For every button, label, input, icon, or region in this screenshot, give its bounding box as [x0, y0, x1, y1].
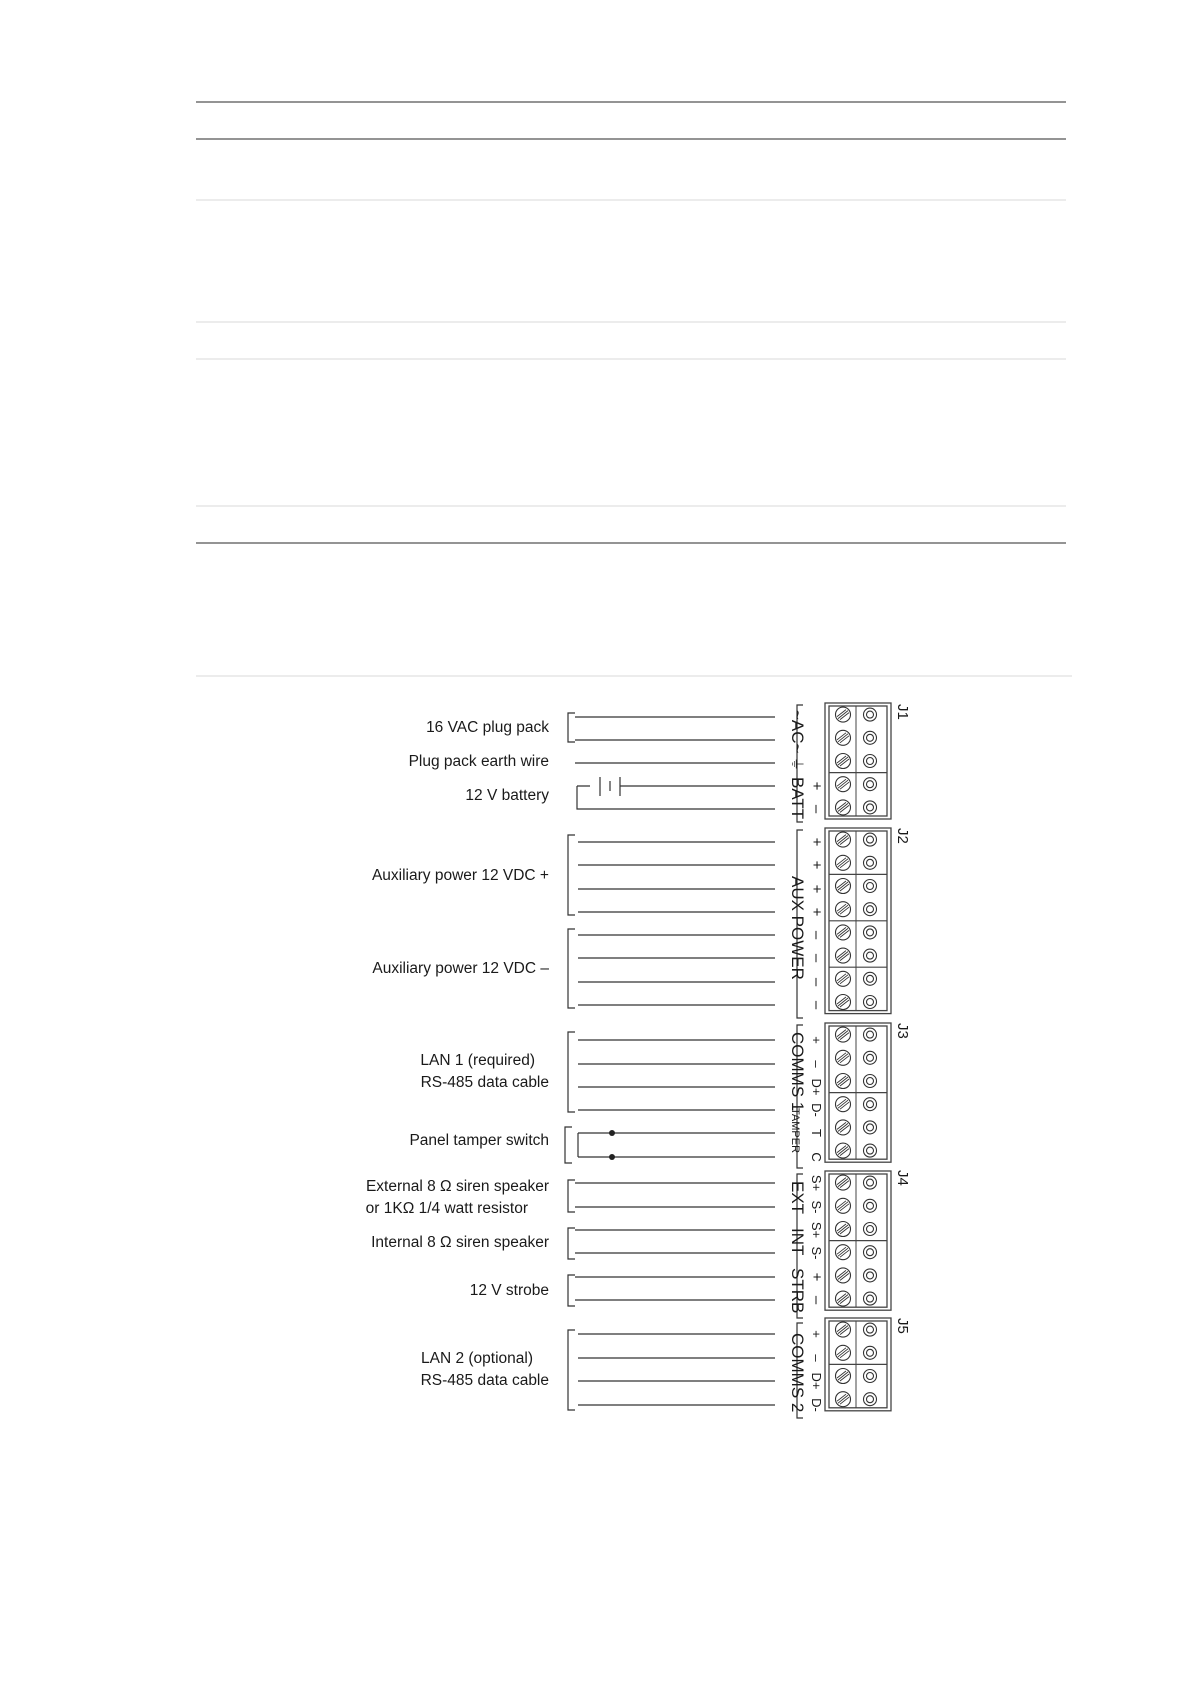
wire-bundle-lan1 — [568, 1032, 775, 1112]
group-label-strb: STRB — [788, 1268, 807, 1314]
label-lan2-cable: RS-485 data cable — [420, 1372, 549, 1389]
terminal-sign-strb: – — [808, 1295, 825, 1305]
label-int-siren: Internal 8 Ω siren speaker — [371, 1234, 549, 1251]
group-label-tamper: TAMPER — [789, 1108, 801, 1154]
connector-j1: J1 — [894, 704, 911, 720]
terminal-sign-comms1: D+ — [809, 1078, 824, 1096]
wire-bundle-strobe — [568, 1275, 775, 1306]
terminal-sign-aux-power: – — [808, 1000, 825, 1010]
tamper-switch-symbol — [565, 1127, 775, 1163]
terminal-sign-comms1: D- — [809, 1103, 824, 1117]
group-label-ac: ~AC~ — [788, 710, 807, 754]
connector-j4: J4 — [894, 1170, 911, 1186]
terminal-sign-comms1: + — [809, 1036, 824, 1044]
label-plug-pack: 16 VAC plug pack — [426, 719, 549, 736]
group-label-aux-power: AUX POWER — [788, 876, 807, 980]
terminal-sign-int: S- — [809, 1246, 824, 1260]
terminal-sign-aux-power: – — [808, 977, 825, 987]
wire-bundle-aux-negative — [568, 929, 775, 1008]
terminal-sign-aux-power: + — [808, 837, 825, 847]
terminal-sign-aux-power: + — [808, 907, 825, 917]
label-tamper-switch: Panel tamper switch — [409, 1132, 549, 1149]
label-aux-negative: Auxiliary power 12 VDC – — [372, 960, 549, 977]
terminal-sign-int: S+ — [809, 1221, 824, 1239]
terminal-sign-batt: + — [808, 781, 825, 791]
wire-bundle-aux-positive — [568, 835, 775, 915]
terminal-sign-ext: S- — [809, 1200, 824, 1214]
terminal-block-j1 — [825, 703, 891, 819]
terminal-sign-comms2: D+ — [809, 1372, 824, 1390]
terminal-signs — [808, 782, 825, 1412]
label-lan1: LAN 1 (required) — [420, 1052, 535, 1069]
label-ext-siren: External 8 Ω siren speaker — [365, 1178, 549, 1195]
group-label-int: INT — [788, 1228, 807, 1256]
battery-symbol — [577, 777, 775, 809]
terminal-sign-aux-power: – — [808, 953, 825, 963]
terminal-sign-aux-power: – — [808, 930, 825, 940]
terminal-sign-aux-power: + — [808, 860, 825, 870]
label-strobe: 12 V strobe — [469, 1282, 549, 1299]
terminal-sign-comms2: D- — [809, 1398, 824, 1412]
connector-j2: J2 — [894, 828, 911, 844]
connector-j5: J5 — [894, 1318, 911, 1334]
wire-bundle-int-siren — [568, 1228, 775, 1259]
terminal-sign-comms2: – — [809, 1354, 824, 1362]
group-label-batt: BATT — [788, 777, 807, 820]
terminal-sign-tamper: C — [809, 1152, 824, 1162]
terminal-block-j4 — [825, 1171, 891, 1310]
label-lan2: LAN 2 (optional) — [420, 1350, 533, 1367]
wire-bundle-ext-siren — [568, 1180, 775, 1212]
terminal-blocks — [825, 703, 891, 1411]
wire-bundle-lan2 — [568, 1330, 775, 1410]
terminal-sign-strb: + — [808, 1272, 825, 1282]
terminal-sign-comms1: – — [809, 1060, 824, 1068]
terminal-sign-comms2: + — [809, 1330, 824, 1338]
label-ext-siren-resistor: or 1KΩ 1/4 watt resistor — [365, 1200, 528, 1217]
group-label-ext: EXT — [788, 1181, 807, 1215]
wire-bundle-plug-pack — [568, 713, 775, 742]
label-earth-wire: Plug pack earth wire — [408, 753, 549, 770]
group-label-comms1: COMMS 1 — [788, 1032, 807, 1112]
terminal-sign-ext: S+ — [809, 1174, 824, 1192]
group-label-earth: ⏚ — [789, 757, 805, 771]
terminal-sign-tamper: T — [809, 1129, 824, 1137]
terminal-sign-aux-power: + — [808, 884, 825, 894]
terminal-block-j3 — [825, 1023, 891, 1162]
terminal-block-j5 — [825, 1318, 891, 1411]
connector-j3: J3 — [894, 1023, 911, 1039]
group-label-comms2: COMMS 2 — [788, 1333, 807, 1413]
label-aux-positive: Auxiliary power 12 VDC + — [371, 867, 549, 884]
terminal-block-j2 — [825, 828, 891, 1014]
terminal-sign-batt: – — [808, 804, 825, 814]
label-battery: 12 V battery — [465, 787, 549, 804]
label-lan1-cable: RS-485 data cable — [420, 1074, 549, 1091]
